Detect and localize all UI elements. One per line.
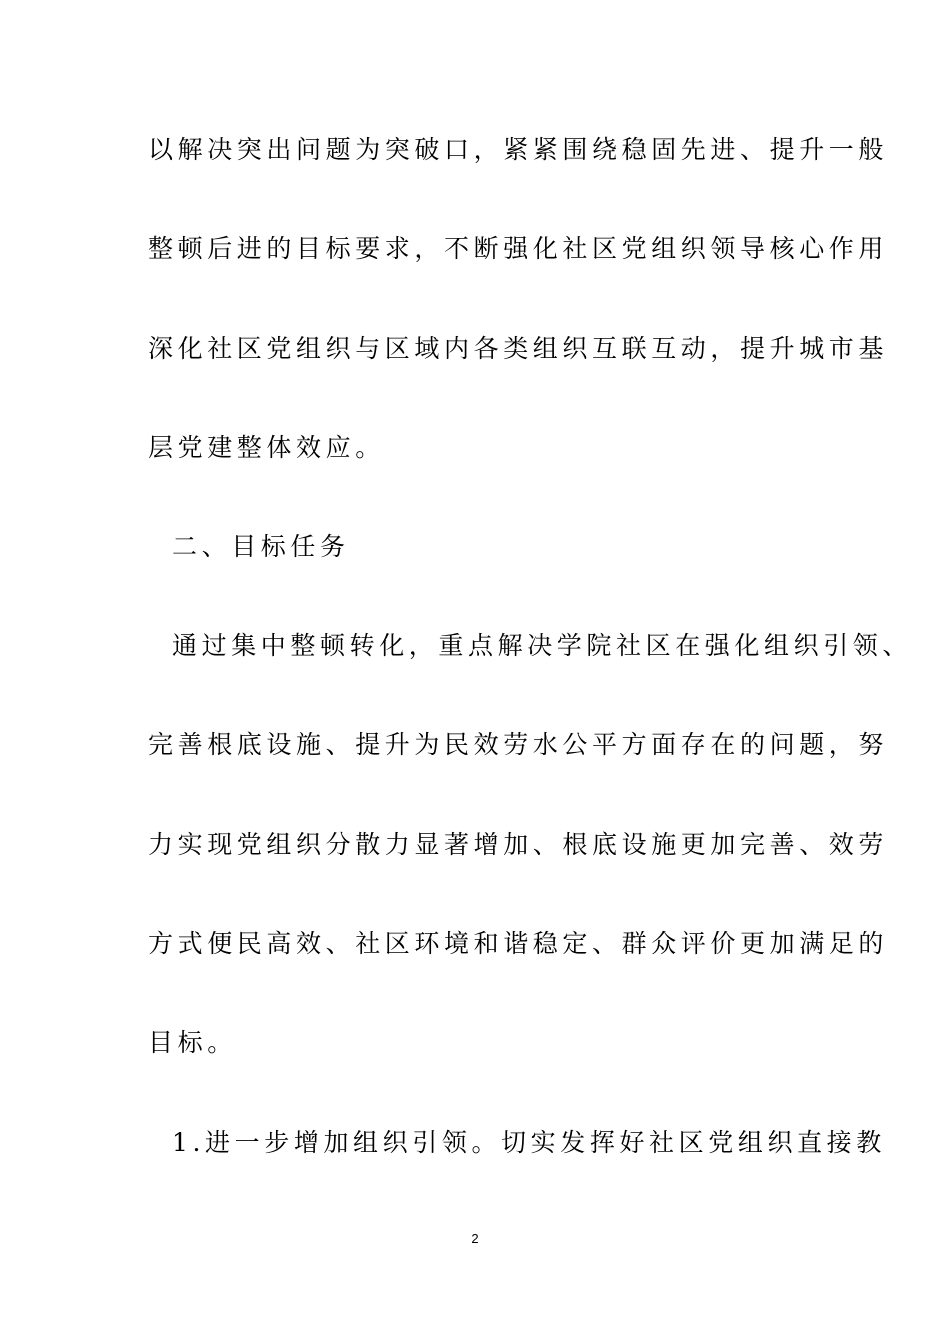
paragraph-line: 完善根底设施、提升为民效劳水公平方面存在的问题，努 [148,730,889,759]
paragraph-line: 方式便民高效、社区环境和谐稳定、群众评价更加满足的 [148,929,889,958]
paragraph-line: 通过集中整顿转化，重点解决学院社区在强化组织引领、 [172,631,913,660]
paragraph-line: 深化社区党组织与区域内各类组织互联互动，提升城市基 [148,334,889,363]
list-item-line: 1.进一步增加组织引领。切实发挥好社区党组织直接教 [172,1128,886,1157]
paragraph-line: 整顿后进的目标要求，不断强化社区党组织领导核心作用 [148,234,889,263]
paragraph-line: 目标。 [148,1028,237,1057]
section-heading: 二、目标任务 [172,532,350,561]
paragraph-line: 力实现党组织分散力显著增加、根底设施更加完善、效劳 [148,830,889,859]
paragraph-line: 层党建整体效应。 [148,433,385,462]
page-number: 2 [471,1231,479,1246]
paragraph-line: 以解决突出问题为突破口，紧紧围绕稳固先进、提升一般 [148,135,889,164]
